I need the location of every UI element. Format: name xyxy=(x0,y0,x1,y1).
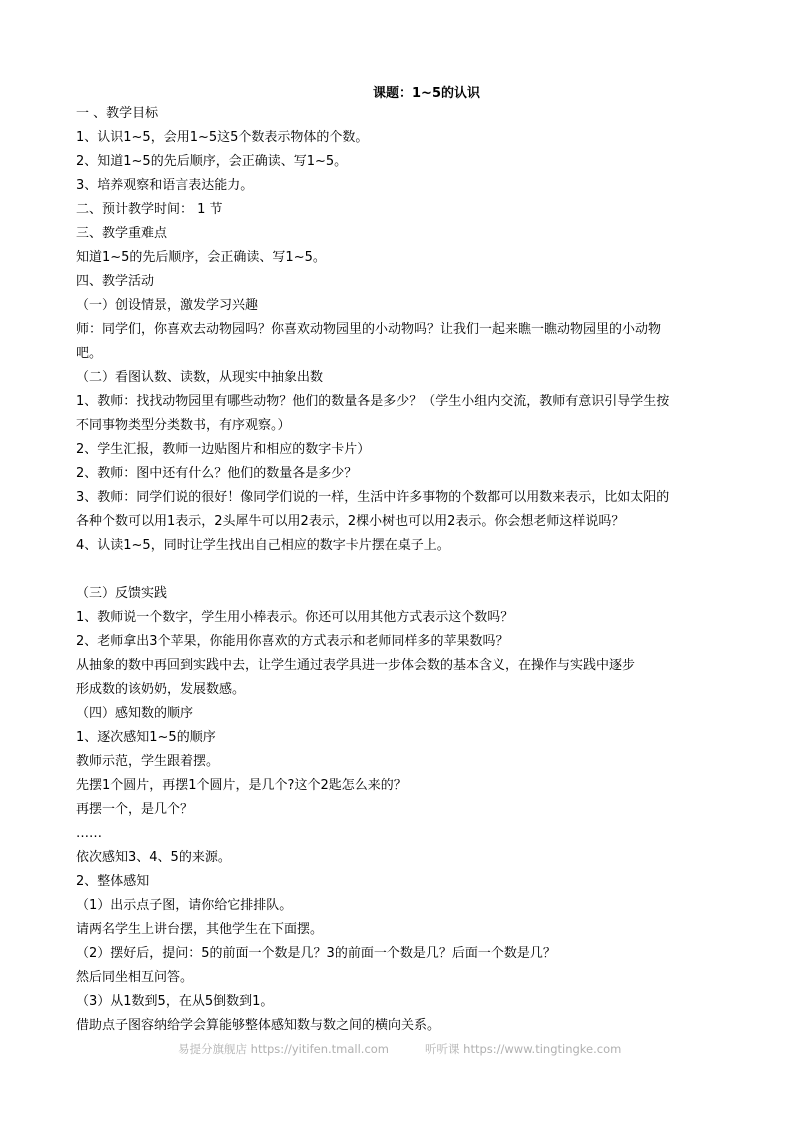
text-line: （二）看图认数、读数，从现实中抽象出数 xyxy=(76,370,324,385)
text-line: 然后同坐相互问答。 xyxy=(76,970,194,985)
text-line: 先摆1个圆片，再摆1个圆片，是几个?这个2匙怎么来的？ xyxy=(76,778,407,793)
text-line: …… xyxy=(76,826,102,841)
text-line: 从抽象的数中再回到实践中去，让学生通过表学具进一步体会数的基本含义，在操作与实践中逐步 xyxy=(76,658,636,673)
text-line: （3）从1数到5，在从5倒数到1。 xyxy=(76,994,274,1009)
text-line: 依次感知3、4、5的来源。 xyxy=(76,850,231,865)
text-line: 借助点子图容纳给学会算能够整体感知数与数之间的横向关系。 xyxy=(76,1018,441,1033)
text-line: 2、整体感知 xyxy=(76,874,150,889)
text-line: 师：同学们，你喜欢去动物园吗？你喜欢动物园里的小动物吗？让我们一起来瞧一瞧动物园里的小动物 xyxy=(76,322,662,337)
text-line: 1、教师说一个数字，学生用小棒表示。你还可以用其他方式表示这个数吗？ xyxy=(76,610,514,625)
text-line: 请两名学生上讲台摆，其他学生在下面摆。 xyxy=(76,922,324,937)
text-line: 形成数的该奶奶，发展数感。 xyxy=(76,682,246,697)
text-line: 二、预计教学时间： 1 节 xyxy=(76,202,223,217)
text-line: 3、教师：同学们说的很好！像同学们说的一样，生活中许多事物的个数都可以用数来表示，比如太阳的 xyxy=(76,490,670,505)
footer-watermark xyxy=(178,1041,621,1057)
text-line: 四、教学活动 xyxy=(76,274,155,289)
text-line: （四）感知数的顺序 xyxy=(76,706,194,721)
text-line: 再摆一个，是几个？ xyxy=(76,802,194,817)
text-line: 2、教师：图中还有什么？他们的数量各是多少？ xyxy=(76,466,358,481)
footer-left-text: 易提分旗舰店 https://yitifen.tmall.com xyxy=(178,1042,390,1056)
text-line: （1）出示点子图，请你给它排排队。 xyxy=(76,898,293,913)
text-line: 1、认识1~5，会用1~5这5个数表示物体的个数。 xyxy=(76,130,369,145)
text-line: 3、培养观察和语言表达能力。 xyxy=(76,178,254,193)
text-line: （三）反馈实践 xyxy=(76,586,168,601)
text-line: （一）创设情景，激发学习兴趣 xyxy=(76,298,259,313)
text-line: 4、认读1~5，同时让学生找出自己相应的数字卡片摆在桌子上。 xyxy=(76,538,450,553)
text-line: 三、教学重难点 xyxy=(76,226,168,241)
text-line: 1、教师：找找动物园里有哪些动物？他们的数量各是多少？（学生小组内交流，教师有意识引导学生按 xyxy=(76,394,670,409)
text-line: （2）摆好后，提问：5的前面一个数是几？3的前面一个数是几？后面一个数是几？ xyxy=(76,946,556,961)
text-line: 各种个数可以用1表示，2头犀牛可以用2表示，2棵小树也可以用2表示。你会想老师这样说吗？ xyxy=(76,514,625,529)
text-line: 2、老师拿出3个苹果，你能用你喜欢的方式表示和老师同样多的苹果数吗？ xyxy=(76,634,509,649)
text-line: 吧。 xyxy=(76,346,103,361)
text-line: 1、逐次感知1~5的顺序 xyxy=(76,730,216,745)
text-line: 2、知道1~5的先后顺序，会正确读、写1~5。 xyxy=(76,154,348,169)
footer-right-text: 听听课 https://www.tingtingke.com xyxy=(425,1042,622,1056)
text-line: 2、学生汇报，教师一边贴图片和相应的数字卡片） xyxy=(76,442,371,457)
text-line: 一 、教学目标 xyxy=(76,106,159,121)
page-title: 课题：1~5的认识 xyxy=(373,86,480,101)
text-line: 教师示范，学生跟着摆。 xyxy=(76,754,220,769)
text-line: 不同事物类型分类数书，有序观察。） xyxy=(76,418,291,433)
text-line: 知道1~5的先后顺序，会正确读、写1~5。 xyxy=(76,250,326,265)
